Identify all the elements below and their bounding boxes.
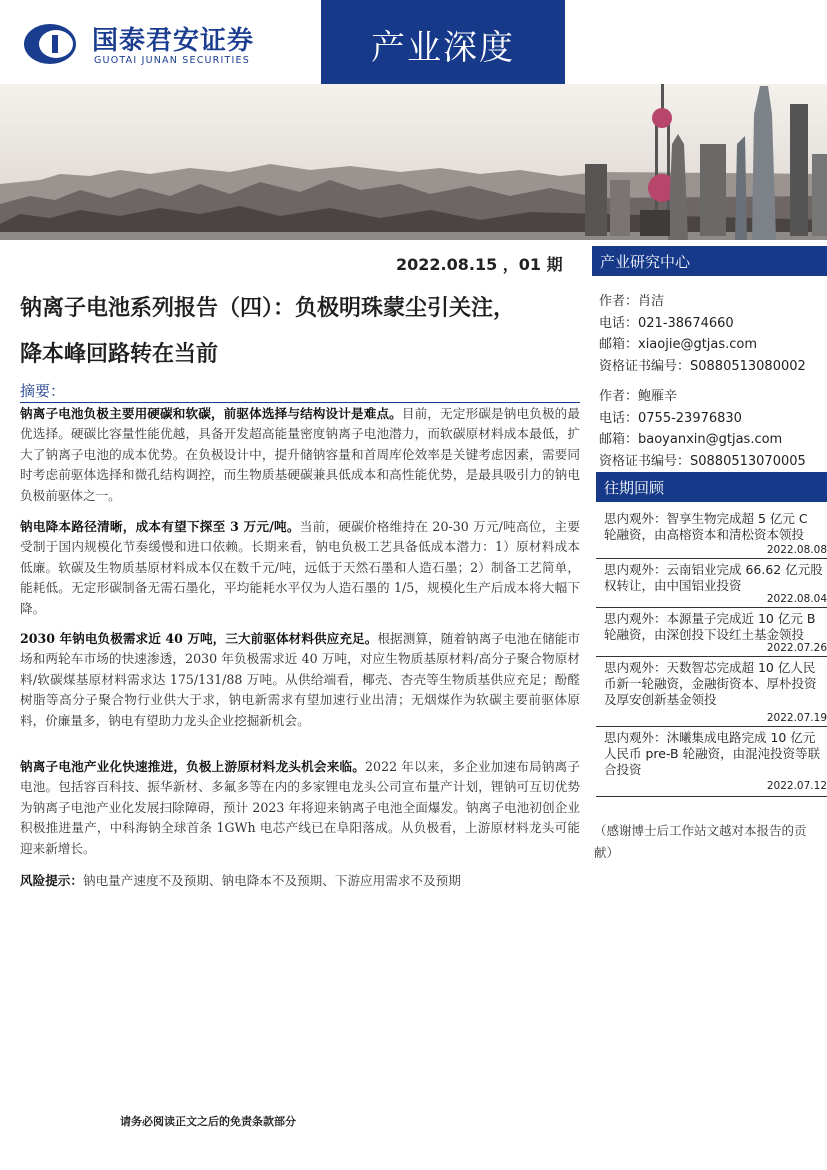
research-center-label: 产业研究中心 xyxy=(600,253,691,271)
review-item[interactable] xyxy=(596,507,827,559)
risk-warning xyxy=(20,870,580,889)
paragraph-body: 2022 年以来，多企业加速布局钠离子电池。包括容百科技、振华新材、多氟多等在内的多家锂电龙头公司宣布量产计划，锂钠可互切优势为钠离子电池产业化发展扫除障碍，预计 2023 年将迎来钠离子电池全面爆发。钠离子电池初创企业积极推进量产，中科海钠全球首条 1GWh 电芯产线已在阜阳落成。从负极看，上游原材料龙头可能迎来新增长。 xyxy=(20,759,581,856)
paragraph-lead: 钠离子电池产业化快速推进，负极上游原材料龙头机会来临。 xyxy=(20,759,366,774)
abstract-paragraph xyxy=(20,757,580,859)
author-cert: 资格证书编号：S0880513080002 xyxy=(599,359,806,374)
review-title: 往期回顾 xyxy=(604,479,665,497)
report-title-line-2: 降本峰回路转在当前 xyxy=(20,342,219,367)
skyline-banner-image xyxy=(0,84,827,240)
paragraph-lead: 钠电降本路径清晰，成本有望下探至 3 万元/吨。 xyxy=(20,519,300,534)
review-item-date: 2022.07.26 xyxy=(766,642,827,654)
review-item-title: 思内观外：本源量子完成近 10 亿元 B 轮融资，由深创投下设红土基金领投 xyxy=(604,611,816,642)
review-item-title: 思内观外：云南铝业完成 66.62 亿元股权转让，由中国铝业投资 xyxy=(604,562,823,593)
review-item-date: 2022.08.08 xyxy=(766,544,827,556)
review-item[interactable] xyxy=(596,726,827,797)
report-date: 2022.08.15 ，01 期 xyxy=(396,255,563,274)
research-center-header xyxy=(592,246,827,276)
abstract-paragraph xyxy=(20,629,580,731)
report-category: 产业深度 xyxy=(371,28,515,68)
author-name: 作者：鲍雁辛 xyxy=(599,389,678,404)
report-title-line-1: 钠离子电池系列报告（四）：负极明珠蒙尘引关注， xyxy=(20,296,516,321)
gtja-logo-icon xyxy=(22,22,78,66)
abstract-label: 摘要： xyxy=(20,382,66,400)
risk-lead: 风险提示： xyxy=(20,873,83,888)
review-header xyxy=(596,472,827,502)
paragraph-lead: 钠离子电池负极主要用硬碳和软碳，前驱体选择与结构设计是难点。 xyxy=(20,406,402,421)
author-cert: 资格证书编号：S0880513070005 xyxy=(599,454,806,469)
review-item-title: 思内观外：天数智芯完成超 10 亿人民币新一轮融资，金融街资本、厚朴投资及厚安创新基金领投 xyxy=(604,660,817,707)
review-item[interactable] xyxy=(596,558,827,608)
footer-disclaimer: 请务必阅读正文之后的免责条款部分 xyxy=(120,1115,296,1128)
review-item-date: 2022.07.19 xyxy=(766,712,827,724)
acknowledgement: （感谢博士后工作站文越对本报告的贡献） xyxy=(594,823,807,860)
review-item-date: 2022.07.12 xyxy=(766,780,827,792)
paragraph-lead: 2030 年钠电负极需求近 40 万吨，三大前驱体材料供应充足。 xyxy=(20,631,378,646)
author-email[interactable]: 邮箱：baoyanxin@gtjas.com xyxy=(599,432,783,447)
abstract-paragraph xyxy=(20,517,580,619)
review-item[interactable] xyxy=(596,607,827,657)
author-name: 作者：肖洁 xyxy=(599,294,665,309)
logo-en: GUOTAI JUNAN SECURITIES xyxy=(94,55,250,66)
review-item-title: 思内观外：智享生物完成超 5 亿元 C 轮融资，由高榕资本和清松资本领投 xyxy=(604,511,808,542)
paragraph-body: 根据测算，随着钠离子电池在储能市场和两轮车市场的快速渗透，2030 年负极需求近 40 万吨，对应生物质基原材料/高分子聚合物原材料/软碳煤基原材料需求达 175/131/88 万吨。从供给端看，椰壳、杏壳等生物质基供应充足；酚醛树脂等高分子聚合物行业供大于求，钠电新需求有望加速行业出清；无烟煤作为软碳主要前驱体原料，价廉量多，钠电有望助力龙头企业挖掘新机会。 xyxy=(20,631,580,728)
author-phone: 电话：021-38674660 xyxy=(599,316,734,331)
review-item[interactable] xyxy=(596,656,827,727)
review-item-title: 思内观外：沐曦集成电路完成 10 亿元人民币 pre-B 轮融资，由混沌投资等联合投资 xyxy=(604,730,821,777)
risk-body: 钠电量产速度不及预期、钠电降本不及预期、下游应用需求不及预期 xyxy=(82,873,461,888)
abstract-paragraph xyxy=(20,404,580,506)
author-email[interactable]: 邮箱：xiaojie@gtjas.com xyxy=(599,337,758,352)
logo-cn: 国泰君安证券 xyxy=(92,26,255,56)
paragraph-body: 目前，无定形碳是钠电负极的最优选择。硬碳比容量性能优越，具备开发超高能量密度钠离子电池潜力，而软碳原材料成本最低，扩大了钠离子电池的成本优势。在负极设计中，提升储钠容量和首周库伦效率是关键考虑因素，需要同时考虑前驱体选择和微孔结构调控，而生物质基硬碳兼具低成本和高性能优势，是最具吸引力的钠电负极前驱体之一。 xyxy=(20,406,581,503)
author-phone: 电话：0755-23976830 xyxy=(599,411,742,426)
paragraph-body: 当前，硬碳价格维持在 20-30 万元/吨高位，主要受制于国内规模化节奏缓慢和进口依赖。长期来看，钠电负极工艺具备低成本潜力：1）原材料成本低廉。软碳及生物质基原材料成本仅在数千元/吨，远低于天然石墨和人造石墨；2）制备工艺简单，能耗低。无定形碳制备无需石墨化，平均能耗水平仅为人造石墨的 1/5，规模化生产后成本将大幅下降。 xyxy=(20,519,580,616)
abstract-divider xyxy=(20,402,580,403)
review-item-date: 2022.08.04 xyxy=(766,593,827,605)
